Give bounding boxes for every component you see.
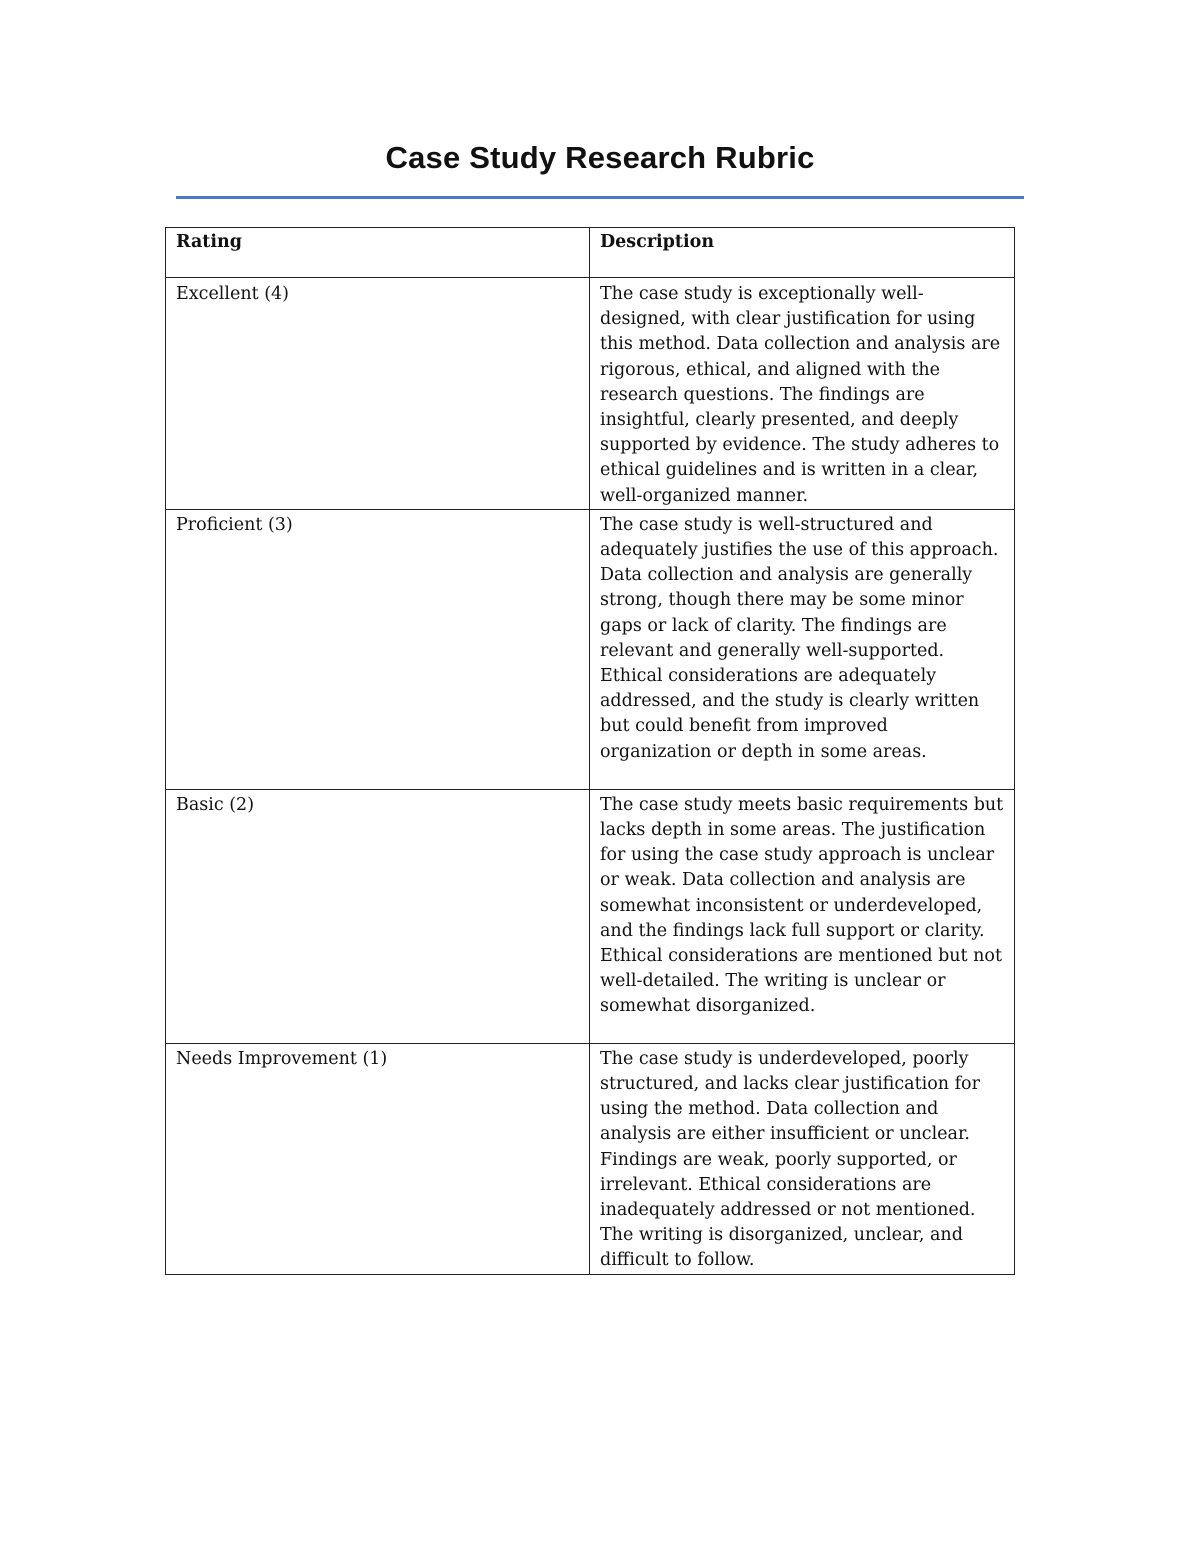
description-column-header: Description bbox=[590, 228, 1015, 278]
rating-column-header: Rating bbox=[166, 228, 590, 278]
table-row bbox=[166, 278, 1015, 510]
page-title: Case Study Research Rubric bbox=[385, 140, 815, 175]
description-cell-needs-improvement: The case study is underdeveloped, poorly structured, and lacks clear justification for using the method. Data collection and analysis are either insufficient or unclear. Findings are weak, poorly supported, or irrelevant. Ethical considerations are inadequately addressed or not mentioned. The writing is disorganized, unclear, and difficult to follow. bbox=[590, 1043, 1015, 1274]
rating-cell-proficient: Proficient (3) bbox=[166, 509, 590, 789]
table-row bbox=[166, 789, 1015, 1043]
table-row bbox=[166, 509, 1015, 789]
rating-cell-basic: Basic (2) bbox=[166, 789, 590, 1043]
rating-cell-excellent: Excellent (4) bbox=[166, 278, 590, 510]
title-underline bbox=[176, 196, 1024, 199]
rubric-table bbox=[165, 227, 1015, 1275]
description-cell-excellent: The case study is exceptionally well-designed, with clear justification for using this method. Data collection and analysis are rigorous, ethical, and aligned with the research questions. The findings are insightful, clearly presented, and deeply supported by evidence. The study adheres to ethical guidelines and is written in a clear, well-organized manner. bbox=[590, 278, 1015, 510]
table-header-row bbox=[166, 228, 1015, 278]
description-cell-proficient: The case study is well-structured and adequately justifies the use of this approach. Data collection and analysis are generally strong, though there may be some minor gaps or lack of clarity. The findings are relevant and generally well-supported. Ethical considerations are adequately addressed, and the study is clearly written but could benefit from improved organization or depth in some areas. bbox=[590, 509, 1015, 789]
rating-cell-needs-improvement: Needs Improvement (1) bbox=[166, 1043, 590, 1274]
table-row bbox=[166, 1043, 1015, 1274]
description-cell-basic: The case study meets basic requirements but lacks depth in some areas. The justification for using the case study approach is unclear or weak. Data collection and analysis are somewhat inconsistent or underdeveloped, and the findings lack full support or clarity. Ethical considerations are mentioned but not well-detailed. The writing is unclear or somewhat disorganized. bbox=[590, 789, 1015, 1043]
